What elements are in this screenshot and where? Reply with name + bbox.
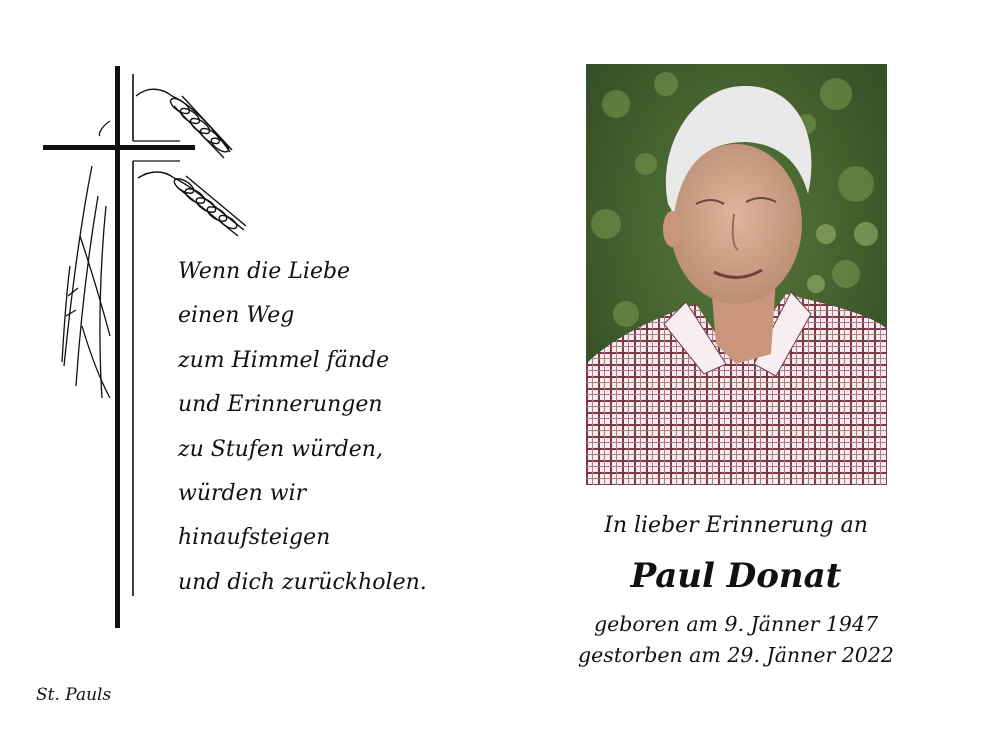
memorial-intro: In lieber Erinnerung an [604,513,868,538]
death-date: gestorben am 29. Jänner 2022 [578,643,894,667]
poem-line: hinaufsteigen [178,525,331,551]
portrait-photo [586,64,887,485]
poem-line: zum Himmel fände [178,347,390,373]
birth-date: geboren am 9. Jänner 1947 [593,612,879,636]
poem-line: einen Weg [178,303,295,329]
deceased-name: Paul Donat [630,556,842,596]
poem-line: und dich zurückholen. [178,569,427,595]
poem-line: Wenn die Liebe [178,259,351,284]
poem-line: und Erinnerungen [178,392,383,418]
location-label: St. Pauls [36,685,112,705]
memorial-text [540,511,932,671]
poem-line: zu Stufen würden, [178,436,383,462]
poem-line: würden wir [178,481,307,507]
memorial-poem [178,250,478,605]
life-dates [540,609,932,671]
